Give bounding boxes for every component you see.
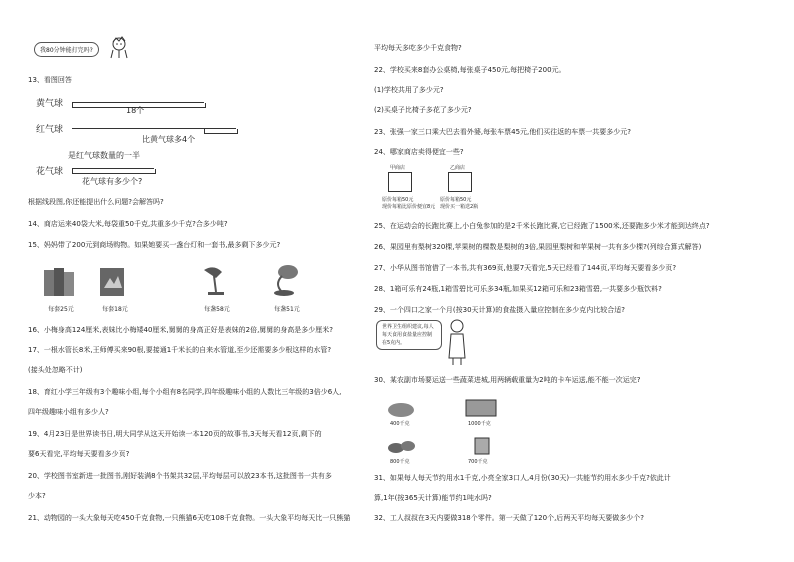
price-1: 每套25元: [48, 306, 74, 313]
q18b: 四年级趣味小组有多少人?: [28, 408, 109, 416]
q22b: (2)买桌子比椅子多花了多少元?: [374, 106, 472, 114]
yellow-count: 18个: [126, 106, 145, 115]
q15: 15、妈妈带了200元到商场购物。如果她要买一盏台灯和一套书,最多剩下多少元?: [28, 241, 281, 249]
yellow-label: 黄气球: [36, 99, 64, 109]
q20a: 20、学校图书室新进一批图书,刚好装满8个书架共32层,平均每层可以放23本书,这批图书一共有多: [28, 472, 332, 480]
cabbage-icon: [386, 398, 416, 420]
q19b: 要6天看完,平均每天要看多少页?: [28, 450, 130, 458]
q28: 28、1箱可乐有24瓶,1箱雪碧比可乐多34瓶,如果买12箱可乐和23箱雪碧,一共要多少瓶饮料?: [374, 285, 662, 293]
speech-bubble: 我80分钟能打完吗?: [34, 42, 99, 57]
q32: 32、工人叔叔在3天内要做318个零件。第一天做了120个,后两天平均每天要做多少个?: [374, 514, 645, 522]
price-3: 每盏58元: [204, 306, 230, 313]
desk-lamp-icon-2: [268, 262, 304, 300]
q31b: 算,1年(按365天计算)能节约1吨水吗?: [374, 494, 492, 502]
crate-icon: [464, 396, 498, 420]
q20b: 少本?: [28, 492, 46, 500]
red-brace: [204, 129, 238, 134]
shop-b-box-icon: [448, 172, 472, 192]
left-column: [28, 0, 398, 562]
q14: 14、商店运来40袋大米,每袋重50千克,共重多少千克?合多少吨?: [28, 220, 228, 228]
q17: 17、一根水管长8米,王师傅买来90根,要接通1千米长的自来水管道,至少还需要多少根这样的水管?: [28, 346, 332, 354]
q27: 27、小华从图书馆借了一本书,共有369页,他要7天看完,5天已经看了144页,平均每天要看多少页?: [374, 264, 677, 272]
veg-weight-2: 1000千克: [468, 421, 491, 427]
q31a: 31、如果每人每天节约用水1千克,小亮全家3口人,4月份(30天)一共能节约用水多少千克?依此计: [374, 474, 671, 482]
q29: 29、一个四口之家一个月(按30天计算)的食盐摄入量应控制在多少克内比较合适?: [374, 306, 625, 314]
right-column: [374, 0, 744, 562]
q24: 24、哪家商店卖得便宜一些?: [374, 148, 464, 156]
q22a: (1)学校共用了多少元?: [374, 86, 444, 94]
q13: 13、看图回答: [28, 76, 72, 84]
book-set-icon: [42, 264, 78, 300]
flower-question: 花气球有多少个?: [82, 177, 143, 186]
book-icon: [96, 264, 132, 300]
veg-weight-4: 700千克: [468, 459, 488, 465]
q13b: 根据线段图,你还能提出什么问题?会解答吗?: [28, 198, 164, 206]
q21b: 平均每天多吃多少千克食物?: [374, 44, 462, 52]
desk-lamp-icon-1: [198, 262, 234, 300]
flower-label: 花气球: [36, 167, 64, 177]
red-label: 红气球: [36, 125, 64, 135]
shop-a-caption: 原价每箱50元 现价每箱比原价便宜8元: [382, 197, 436, 210]
flower-half: 是红气球数量的一半: [68, 151, 140, 160]
price-4: 每盏51元: [274, 306, 300, 313]
q30: 30、某农副市场要运送一些蔬菜进城,用两辆载重量为2吨的卡车运送,能不能一次运完?: [374, 376, 641, 384]
flower-brace: [72, 169, 156, 174]
q22: 22、学校买来8套办公桌椅,每张桌子450元,每把椅子200元。: [374, 66, 566, 74]
shop-a-label: 甲商店: [390, 165, 406, 171]
veg-weight-3: 800千克: [390, 459, 410, 465]
q23: 23、张强一家三口乘大巴去看外婆,每张车票45元,他们买往返的车票一共要多少元?: [374, 128, 631, 136]
q19a: 19、4月23日是世界读书日,明大同学从这天开始读一本120页的故事书,3天每天看12页,剩下的: [28, 430, 322, 438]
salt-bubble: 世界卫生组织建议,每人每天食用食盐量应控制在5克内。: [376, 320, 442, 350]
doctor-icon: [444, 318, 470, 368]
jar-icon: [472, 434, 492, 458]
red-more: 比黄气球多4个: [142, 135, 196, 144]
shop-a-box-icon: [388, 172, 412, 192]
q18a: 18、育红小学三年级有3个趣味小组,每个小组有8名同学,四年级趣味小组的人数比三年级的3倍少6人,: [28, 388, 342, 396]
q26: 26、果园里有梨树320棵,苹果树的棵数是梨树的3倍,果园里梨树和苹果树一共有多少棵?(列综合算式解答): [374, 243, 702, 251]
shop-b-caption: 原价每箱50元 现价买一箱送2瓶: [440, 197, 479, 210]
q16: 16、小梅身高124厘米,表妹比小梅矮40厘米,舅舅的身高正好是表妹的2倍,舅舅的身高是多少厘米?: [28, 326, 334, 334]
q25: 25、在运动会的长跑比赛上,小白兔参加的是2千米长跑比赛,它已经跑了1500米,还要跑多少米才能到达终点?: [374, 222, 710, 230]
price-2: 每套18元: [102, 306, 128, 313]
veg-weight-1: 400千克: [390, 421, 410, 427]
q17b: (接头处忽略不计): [28, 366, 83, 374]
eggplant-icon: [386, 436, 416, 458]
boy-icon: [108, 36, 130, 62]
shop-b-label: 乙商店: [450, 165, 466, 171]
q21: 21、动物园的一头大象每天吃450千克食物,一只熊猫6天吃108千克食物。一头大象平均每天比一只熊猫: [28, 514, 351, 522]
